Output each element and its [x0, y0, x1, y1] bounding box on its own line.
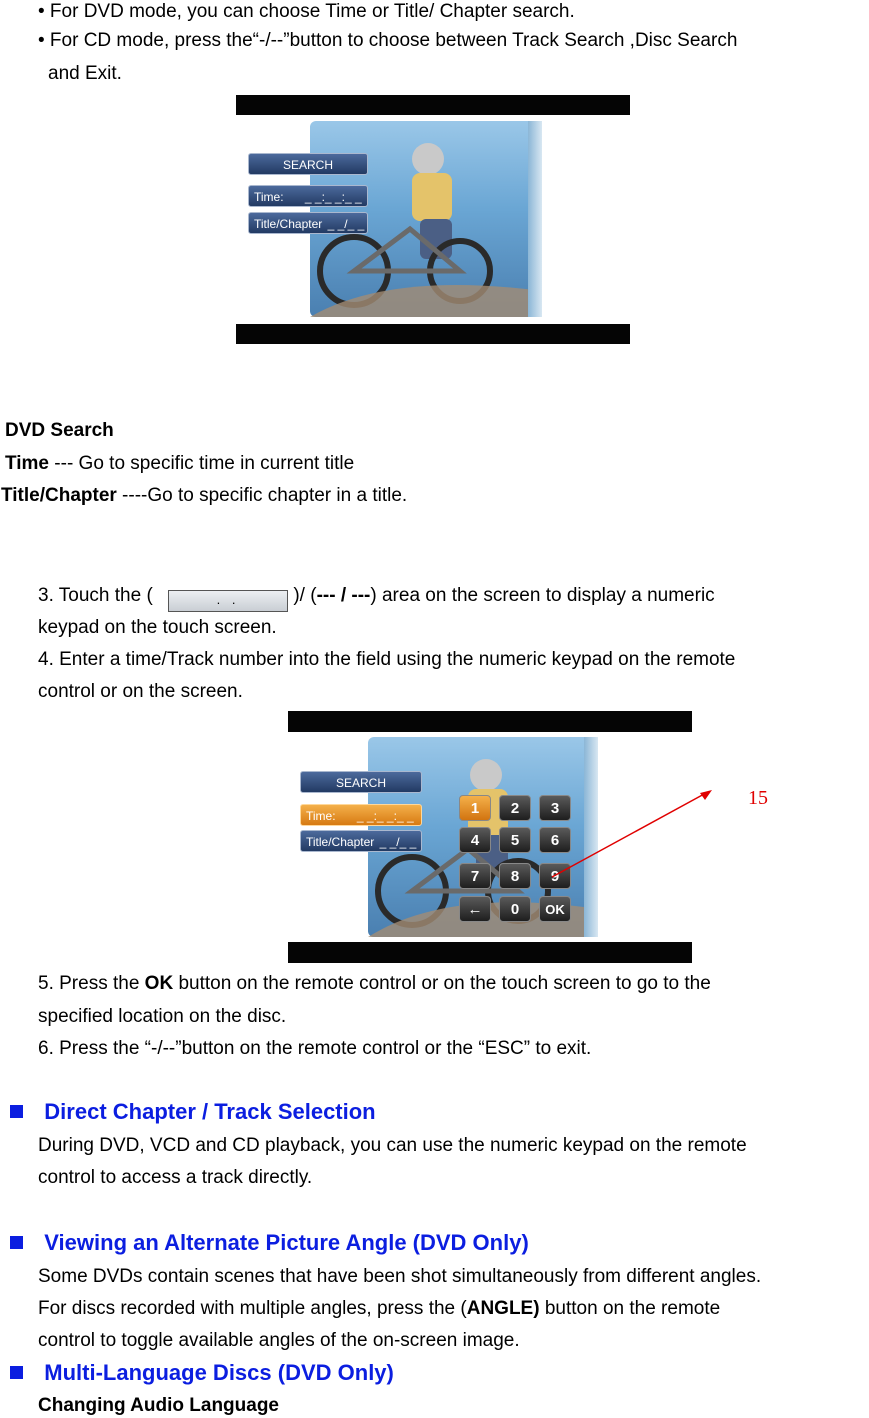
keypad-key[interactable]: 3 — [539, 795, 571, 821]
keypad-key[interactable]: 0 — [499, 896, 531, 922]
step5-post: button on the remote control or on the touch screen to go to the — [173, 973, 711, 994]
intro-line-dvd: • For DVD mode, you can choose Time or Title/ Chapter search. — [38, 1, 575, 22]
step3-dashes: --- / --- — [316, 585, 371, 606]
time-label: Time: — [254, 190, 284, 204]
keypad-backspace-key[interactable]: ← — [459, 896, 491, 922]
title-chapter-field[interactable] — [300, 830, 422, 852]
time-field[interactable] — [248, 185, 368, 207]
angle-line2-post: button on the remote — [539, 1298, 721, 1319]
keypad-key[interactable]: 6 — [539, 827, 571, 853]
angle-line-3: control to toggle available angles of the on-screen image. — [38, 1330, 520, 1351]
keypad-ok-key[interactable]: OK — [539, 896, 571, 922]
intro-line-cd: • For CD mode, press the“-/--”button to choose between Track Search ,Disc Search — [38, 30, 738, 51]
step3-post: ) area on the screen to display a numeric — [370, 585, 715, 606]
step-6: 6. Press the “-/--”button on the remote control or the “ESC” to exit. — [38, 1038, 592, 1059]
title-chapter-value: _ _/_ _ — [327, 217, 365, 231]
square-bullet-icon — [10, 1366, 23, 1379]
step-3-line-1 — [38, 585, 715, 612]
keypad-key[interactable]: 5 — [499, 827, 531, 853]
tc-desc: ----Go to specific chapter in a title. — [116, 485, 408, 506]
top-bar — [288, 711, 692, 732]
direct-chapter-line-1: During DVD, VCD and CD playback, you can use the numeric keypad on the remote — [38, 1135, 747, 1156]
search-header: SEARCH — [248, 153, 368, 175]
step-3-line-2: keypad on the touch screen. — [38, 617, 277, 638]
keypad-key[interactable]: 7 — [459, 863, 491, 889]
time-term: Time — [5, 453, 50, 474]
callout-arrow — [540, 785, 720, 885]
keypad-key[interactable]: 8 — [499, 863, 531, 889]
callout-number: 15 — [748, 787, 768, 809]
title-chapter-label: Title/Chapter — [254, 217, 323, 231]
step-5-line-2: specified location on the disc. — [38, 1006, 287, 1027]
time-label: Time: — [306, 809, 336, 823]
bottom-bar — [236, 324, 630, 344]
keypad-key[interactable]: 2 — [499, 795, 531, 821]
time-desc: --- Go to specific time in current title — [49, 453, 355, 474]
angle-button-name: ANGLE) — [466, 1298, 540, 1319]
tc-term: Title/Chapter — [1, 485, 117, 506]
search-header: SEARCH — [300, 771, 422, 793]
title-chapter-field[interactable] — [248, 212, 368, 234]
step3-pre: 3. Touch the ( — [38, 585, 153, 606]
step-4-line-2: control or on the screen. — [38, 681, 243, 702]
search-screenshot — [236, 95, 630, 344]
title-chapter-label: Title/Chapter — [306, 835, 375, 849]
step5-pre: 5. Press the — [38, 973, 145, 994]
time-value: _ _:_ _:_ _ — [304, 190, 362, 204]
square-bullet-icon — [10, 1236, 23, 1249]
step-4-line-1: 4. Enter a time/Track number into the field using the numeric keypad on the remote — [38, 649, 736, 670]
angle-section-heading — [10, 1232, 529, 1256]
bottom-bar — [288, 942, 692, 963]
title-chapter-description — [1, 485, 407, 507]
keypad-key[interactable]: 4 — [459, 827, 491, 853]
multilang-heading: Multi-Language Discs (DVD Only) — [44, 1360, 394, 1385]
square-bullet-icon — [10, 1105, 23, 1118]
time-description — [5, 453, 354, 475]
title-chapter-value: _ _/_ _ — [379, 835, 417, 849]
angle-heading: Viewing an Alternate Picture Angle (DVD Only) — [44, 1230, 529, 1255]
keypad-key[interactable]: 9 — [539, 863, 571, 889]
direct-chapter-line-2: control to access a track directly. — [38, 1167, 313, 1188]
direct-chapter-heading: Direct Chapter / Track Selection — [44, 1099, 376, 1124]
top-bar — [236, 95, 630, 115]
step5-ok: OK — [144, 973, 174, 994]
dvd-search-heading: DVD Search — [5, 420, 114, 441]
angle-line-2 — [38, 1298, 720, 1320]
time-field-sample: . . — [168, 590, 288, 612]
direct-chapter-section-heading — [10, 1101, 376, 1125]
step3-mid: )/ ( — [293, 585, 317, 606]
changing-audio-language-subheading: Changing Audio Language — [38, 1395, 279, 1416]
keypad-key[interactable]: 1 — [459, 795, 491, 821]
step-5-line-1 — [38, 973, 711, 995]
time-value: _ _:_ _:_ _ — [356, 809, 414, 823]
multilang-section-heading — [10, 1362, 394, 1386]
time-field[interactable] — [300, 804, 422, 826]
angle-line2-pre: For discs recorded with multiple angles, press the ( — [38, 1298, 467, 1319]
angle-line-1: Some DVDs contain scenes that have been shot simultaneously from different angles. — [38, 1266, 762, 1287]
intro-line-exit: and Exit. — [48, 63, 122, 84]
